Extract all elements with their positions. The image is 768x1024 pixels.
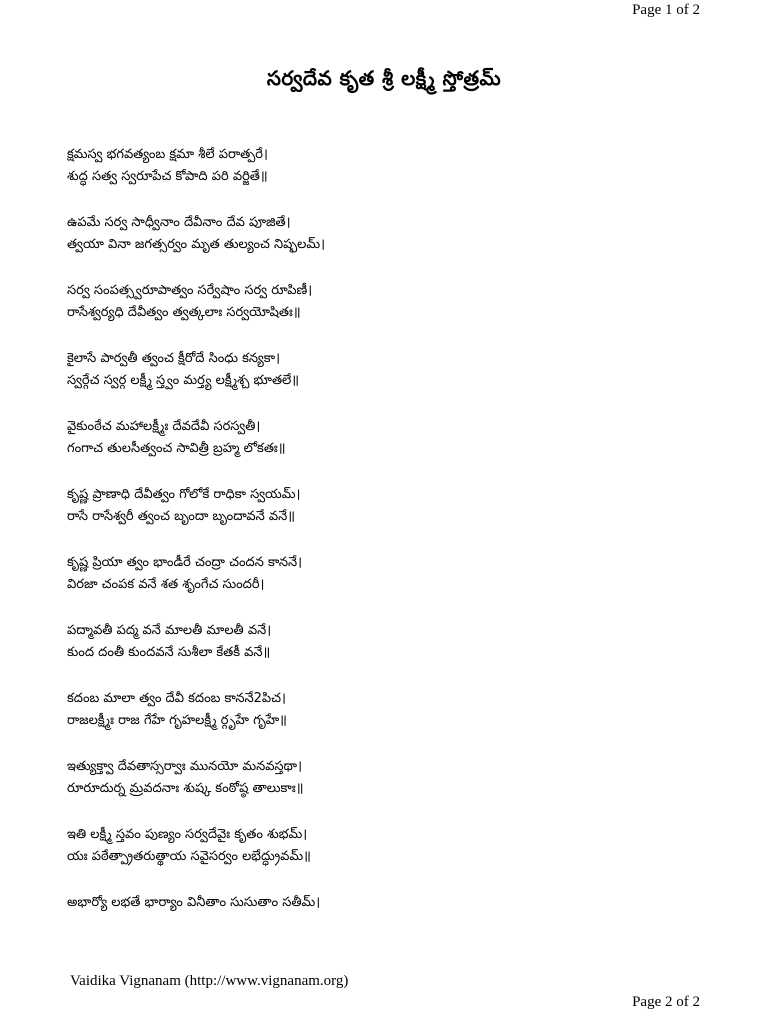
verse (67, 416, 687, 484)
verse (67, 348, 687, 416)
verse-line: రూరూదుర్న మ్రవదనాః శుష్క కంఠోష్ఠ తాలుకాః॥ (67, 781, 304, 796)
verse-line: శుద్ధ సత్వ స్వరూపేచ కోపాది పరి వర్జితే॥ (67, 169, 268, 184)
verse-line: విరజా చంపక వనే శత శృంగేచ సుందరీ। (67, 577, 265, 592)
verse-line: కుంద దంతీ కుందవనే సుశీలా కేతకీ వనే॥ (67, 645, 271, 660)
verse-line: కదంబ మాలా త్వం దేవీ కదంబ కాననే2పిచ। (67, 691, 286, 706)
verse-line: అభార్యో లభతే భార్యాం వినీతాం సుసుతాం సతీమ్। (67, 895, 321, 910)
verse-line: యః పఠేత్ప్రాతరుత్థాయ సవైసర్వం లభేద్ధ్రువమ్॥ (67, 849, 311, 864)
verse-list (67, 144, 687, 960)
verse (67, 892, 687, 960)
verse (67, 280, 687, 348)
verse-line: ఇత్యుక్త్వా దేవతాస్సర్వాః మునయో మనవస్తథా। (67, 759, 303, 774)
verse (67, 484, 687, 552)
verse-line: పద్మావతీ పద్మ వనే మాలతీ మాలతీ వనే। (67, 623, 272, 638)
footer-source: Vaidika Vignanam (http://www.vignanam.org) (70, 973, 349, 989)
top-page-number: Page 1 of 2 (632, 2, 700, 18)
verse-line: ఇతి లక్ష్మీ స్తవం పుణ్యం సర్వదేవైః కృతం శుభమ్। (67, 827, 308, 842)
verse-line: ఉపమే సర్వ సాధ్వీనాం దేవీనాం దేవ పూజితే। (67, 215, 291, 230)
bottom-page-number: Page 2 of 2 (632, 994, 700, 1010)
verse-line: గంగాచ తులసీత్వంచ సావిత్రీ బ్రహ్మ లోకతః॥ (67, 441, 286, 456)
verse-line: రాజలక్ష్మీః రాజ గేహే గృహలక్ష్మీ ర్గృహే గృహే॥ (67, 713, 287, 728)
verse-line: కృష్ణ ప్రాణాధి దేవీత్వం గోలోకే రాధికా స్వయమ్। (67, 487, 301, 502)
verse-line: కృష్ణ ప్రియా త్వం భాండీరే చంద్రా చందన కాననే। (67, 555, 303, 570)
verse (67, 144, 687, 212)
verse-line: క్షమస్వ భగవత్యంబ క్షమా శీలే పరాత్పరే। (67, 147, 268, 162)
verse (67, 688, 687, 756)
page-title: సర్వదేవ కృత శ్రీ లక్ష్మీ స్తోత్రమ్ (266, 66, 502, 90)
verse-line: కైలాసే పార్వతీ త్వంచ క్షీరోదే సింధు కన్యకా। (67, 351, 281, 366)
verse-line: రాసే రాసేశ్వరీ త్వంచ బృందా బృందావనే వనే॥ (67, 509, 295, 524)
verse-line: వైకుంఠేచ మహాలక్ష్మీః దేవదేవీ సరస్వతీ। (67, 419, 261, 434)
verse (67, 620, 687, 688)
verse (67, 756, 687, 824)
verse-line: స్వర్గేచ స్వర్గ లక్ష్మీ స్త్వం మర్త్య లక్ష్మీశ్చ భూతలే॥ (67, 373, 300, 388)
verse (67, 824, 687, 892)
verse-line: త్వయా వినా జగత్సర్వం మృత తుల్యంచ నిష్ఫలమ్। (67, 237, 326, 252)
verse-line: సర్వ సంపత్స్వరూపాత్వం సర్వేషాం సర్వ రూపిణీ। (67, 283, 313, 298)
verse (67, 212, 687, 280)
verse-line: రాసేశ్వర్యధి దేవీత్వం త్వత్కలాః సర్వయోషితః॥ (67, 305, 301, 320)
verse (67, 552, 687, 620)
